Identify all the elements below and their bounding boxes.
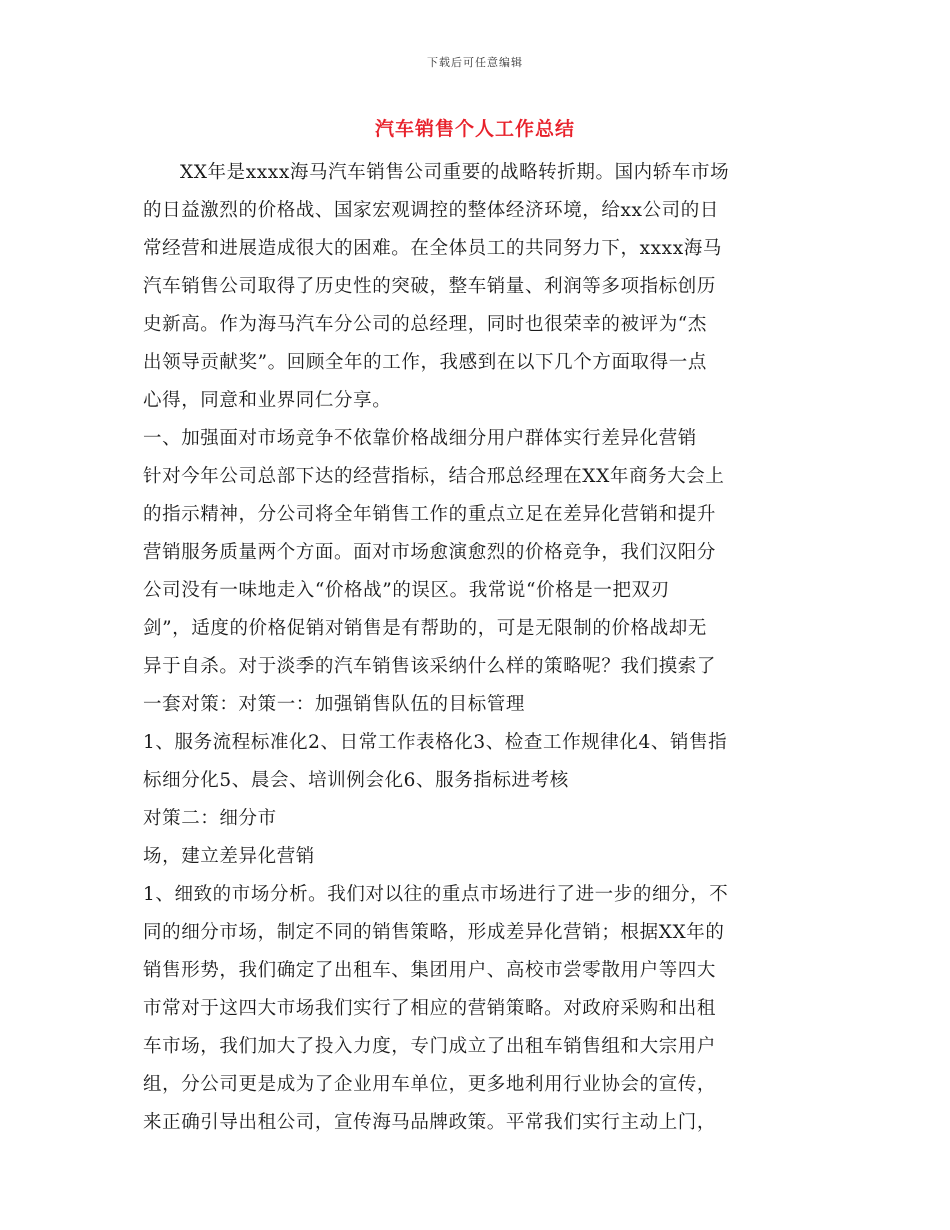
text-line: 汽车销售公司取得了历史性的突破，整车销量、利润等多项指标创历 (143, 276, 717, 297)
text-line: 的日益激烈的价格战、国家宏观调控的整体经济环境，给xx公司的日 (143, 200, 719, 221)
text-line: 一套对策：对策一：加强销售队伍的目标管理 (143, 694, 526, 715)
text-line: 公司没有一味地走入“价格战”的误区。我常说“价格是一把双刃 (143, 580, 670, 601)
text-line: 市常对于这四大市场我们实行了相应的营销策略。对政府采购和出租 (143, 998, 717, 1019)
text-line: 标细分化5、晨会、培训例会化6、服务指标进考核 (143, 770, 569, 791)
text-line: 1、服务流程标准化2、日常工作表格化3、检查工作规律化4、销售指 (143, 732, 728, 753)
text-line: 异于自杀。对于淡季的汽车销售该采纳什么样的策略呢？我们摸索了 (143, 656, 717, 677)
header-note: 下载后可任意编辑 (427, 56, 523, 69)
text-line: XX年是xxxx海马汽车销售公司重要的战略转折期。国内轿车市场 (180, 162, 730, 183)
text-line: 场，建立差异化营销 (143, 846, 315, 867)
text-line: 1、细致的市场分析。我们对以往的重点市场进行了进一步的细分，不 (143, 884, 729, 905)
text-line: 车市场，我们加大了投入力度，专门成立了出租车销售组和大宗用户 (143, 1036, 717, 1057)
text-line: 心得，同意和业界同仁分享。 (143, 390, 392, 411)
text-line: 组，分公司更是成为了企业用车单位，更多地利用行业协会的宣传， (143, 1074, 717, 1095)
section-heading: 一、加强面对市场竞争不依靠价格战细分用户群体实行差异化营销 (143, 428, 697, 449)
text-line: 来正确引导出租公司，宣传海马品牌政策。平常我们实行主动上门， (143, 1112, 717, 1133)
text-line: 常经营和进展造成很大的困难。在全体员工的共同努力下，xxxx海马 (143, 238, 722, 259)
text-line: 的指示精神，分公司将全年销售工作的重点立足在差异化营销和提升 (143, 504, 717, 525)
text-line: 营销服务质量两个方面。面对市场愈演愈烈的价格竞争，我们汉阳分 (143, 542, 717, 563)
text-line: 对策二：细分市 (143, 808, 277, 829)
text-line: 同的细分市场，制定不同的销售策略，形成差异化营销；根据XX年的 (143, 922, 725, 943)
text-line: 史新高。作为海马汽车分公司的总经理，同时也很荣幸的被评为“杰 (143, 314, 707, 335)
document-title: 汽车销售个人工作总结 (374, 118, 575, 140)
document-body (143, 154, 811, 1142)
text-line: 销售形势，我们确定了出租车、集团用户、高校市尝零散用户等四大 (143, 960, 717, 981)
text-line: 剑”，适度的价格促销对销售是有帮助的，可是无限制的价格战却无 (143, 618, 707, 639)
text-line: 出领导贡献奖”。回顾全年的工作，我感到在以下几个方面取得一点 (143, 352, 707, 373)
text-line: 针对今年公司总部下达的经营指标，结合邢总经理在XX年商务大会上 (143, 466, 725, 487)
